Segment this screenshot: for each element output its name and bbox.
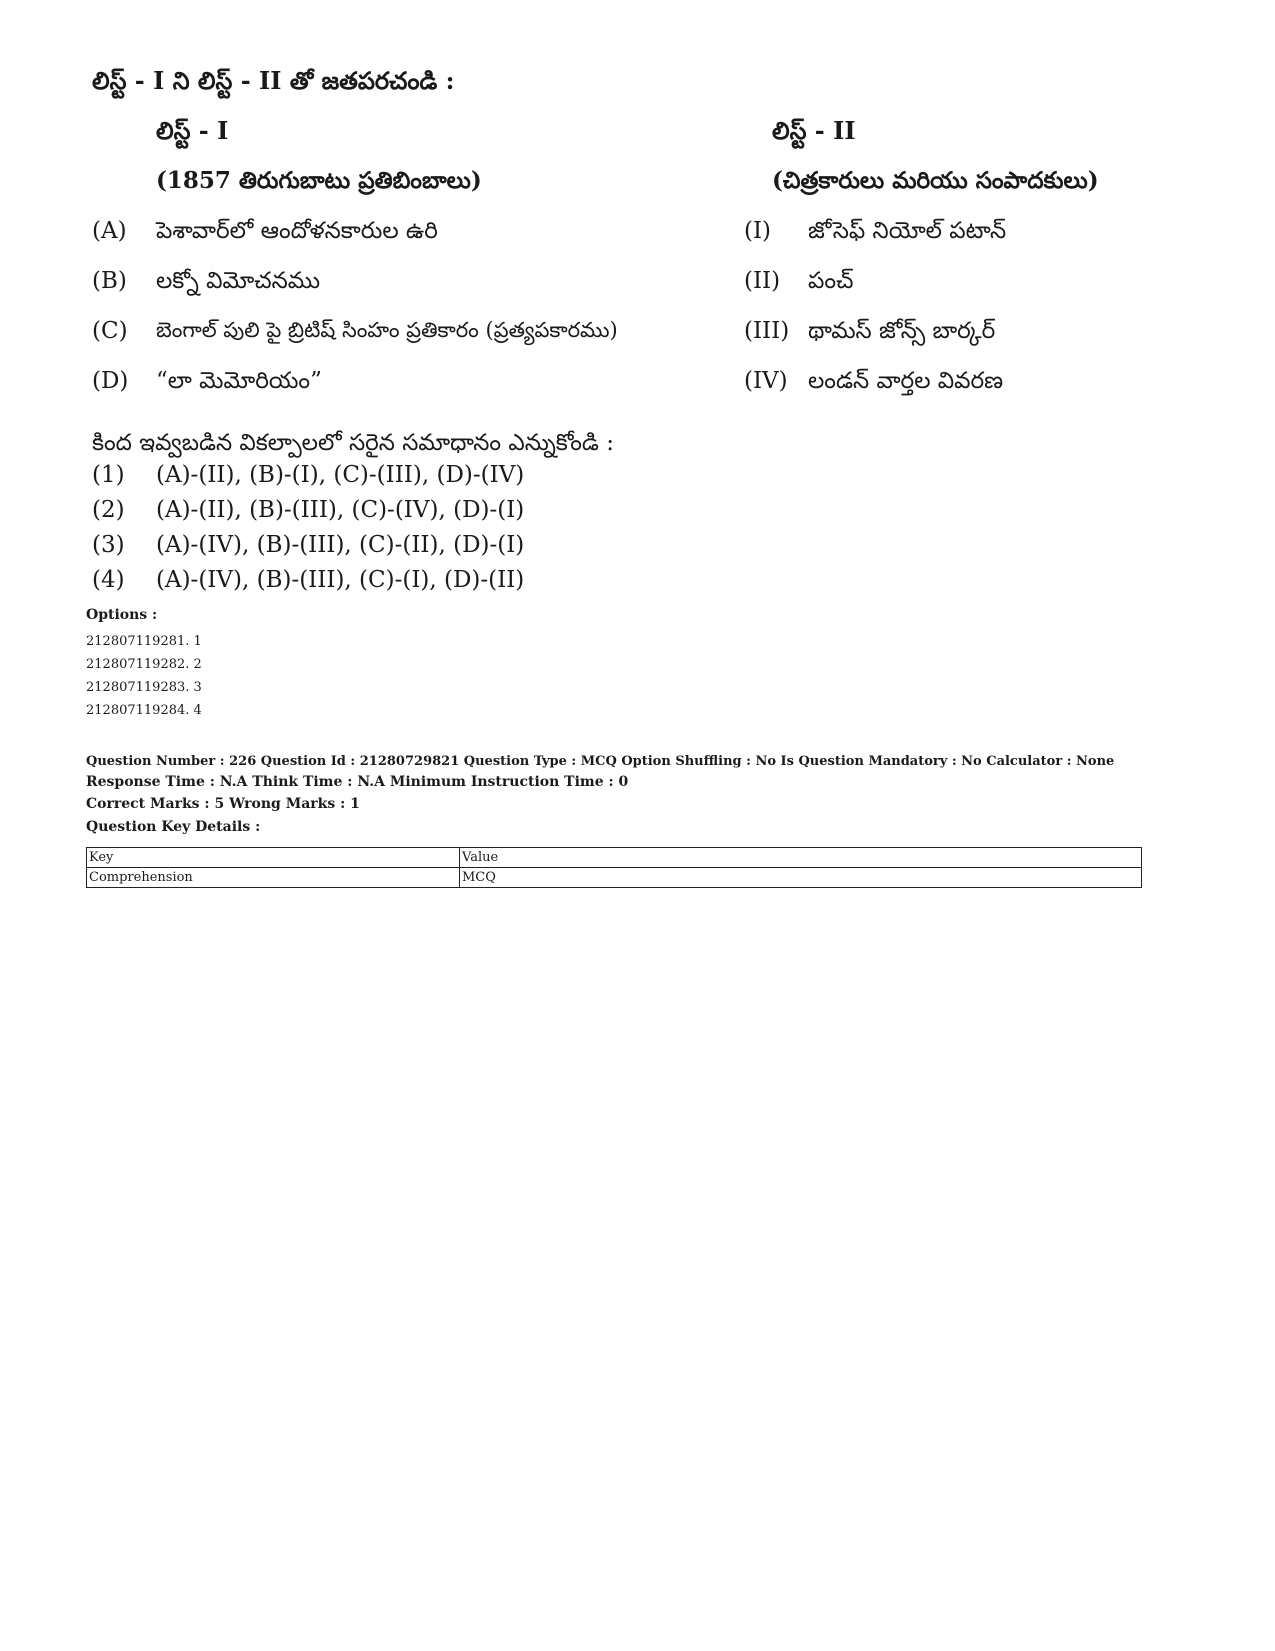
choice-text: (A)-(IV), (B)-(III), (C)-(I), (D)-(II): [156, 567, 525, 593]
choice-text: (A)-(II), (B)-(I), (C)-(III), (D)-(IV): [156, 462, 525, 488]
options-title: Options :: [86, 607, 158, 623]
key-cell: Comprehension: [87, 868, 460, 888]
choice-text: (A)-(IV), (B)-(III), (C)-(II), (D)-(I): [156, 532, 525, 558]
value-header-cell: Value: [460, 848, 1142, 868]
table-row: [87, 868, 1142, 888]
response-meta-line: Response Time : N.A Think Time : N.A Minimum Instruction Time : 0: [86, 774, 629, 790]
marks-line: Correct Marks : 5 Wrong Marks : 1: [86, 796, 360, 812]
choice-number: (3): [92, 532, 125, 558]
list1-label: (C): [92, 318, 128, 344]
choice-number: (2): [92, 497, 125, 523]
list2-label: (IV): [744, 368, 788, 394]
list2-subheading: (చిత్రకారులు మరియు సంపాదకులు): [772, 167, 1099, 194]
choice-number: (1): [92, 462, 125, 488]
list2-heading: లిస్ట్ - II: [772, 116, 856, 145]
list1-item: “లా మెమోరియం”: [156, 368, 322, 394]
answer-instruction: కింద ఇవ్వబడిన వికల్పాలలో సరైన సమాధానం ఎన్నుకోండి :: [92, 430, 615, 456]
question-meta-line: Question Number : 226 Question Id : 21280729821 Question Type : MCQ Option Shuffling : No Is Question Mandatory : No Calculator : None: [86, 754, 1115, 769]
match-row: [92, 318, 1192, 358]
question-key-table: [86, 847, 1142, 888]
list2-item: పంచ్: [808, 268, 854, 294]
option-id-line: 212807119283. 3: [86, 680, 202, 695]
list1-subheading: (1857 తిరుగుబాటు ప్రతిబింబాలు): [156, 167, 482, 194]
key-header-cell: Key: [87, 848, 460, 868]
question-title: లిస్ట్ - I ని లిస్ట్ - II తో జతపరచండి :: [92, 66, 455, 95]
list2-label: (I): [744, 218, 772, 244]
value-cell: MCQ: [460, 868, 1142, 888]
list2-item: జోసెఫ్ నియోల్ పటాన్: [808, 218, 1007, 244]
choice-number: (4): [92, 567, 125, 593]
list1-heading: లిస్ట్ - I: [156, 116, 229, 145]
choice-text: (A)-(II), (B)-(III), (C)-(IV), (D)-(I): [156, 497, 525, 523]
list2-item: థామస్ జోన్స్ బార్కర్: [808, 318, 996, 344]
list1-item: పెశావార్‌లో ఆందోళనకారుల ఉరి: [156, 218, 438, 244]
table-header-row: [87, 848, 1142, 868]
list2-item: లండన్ వార్తల వివరణ: [808, 368, 1004, 394]
match-row: [92, 268, 1192, 308]
list1-label: (A): [92, 218, 127, 244]
list2-label: (III): [744, 318, 790, 344]
option-id-line: 212807119282. 2: [86, 657, 202, 672]
match-row: [92, 218, 1192, 258]
list2-label: (II): [744, 268, 781, 294]
list1-item: లక్నో విమోచనము: [156, 268, 321, 294]
match-row: [92, 368, 1192, 408]
list1-label: (B): [92, 268, 127, 294]
list1-item: బెంగాల్ పులి పై బ్రిటిష్ సింహం ప్రతికారం (ప్రత్యపకారము): [156, 318, 618, 342]
option-id-line: 212807119281. 1: [86, 634, 202, 649]
option-id-line: 212807119284. 4: [86, 703, 202, 718]
list1-label: (D): [92, 368, 129, 394]
key-details-heading: Question Key Details :: [86, 819, 261, 835]
